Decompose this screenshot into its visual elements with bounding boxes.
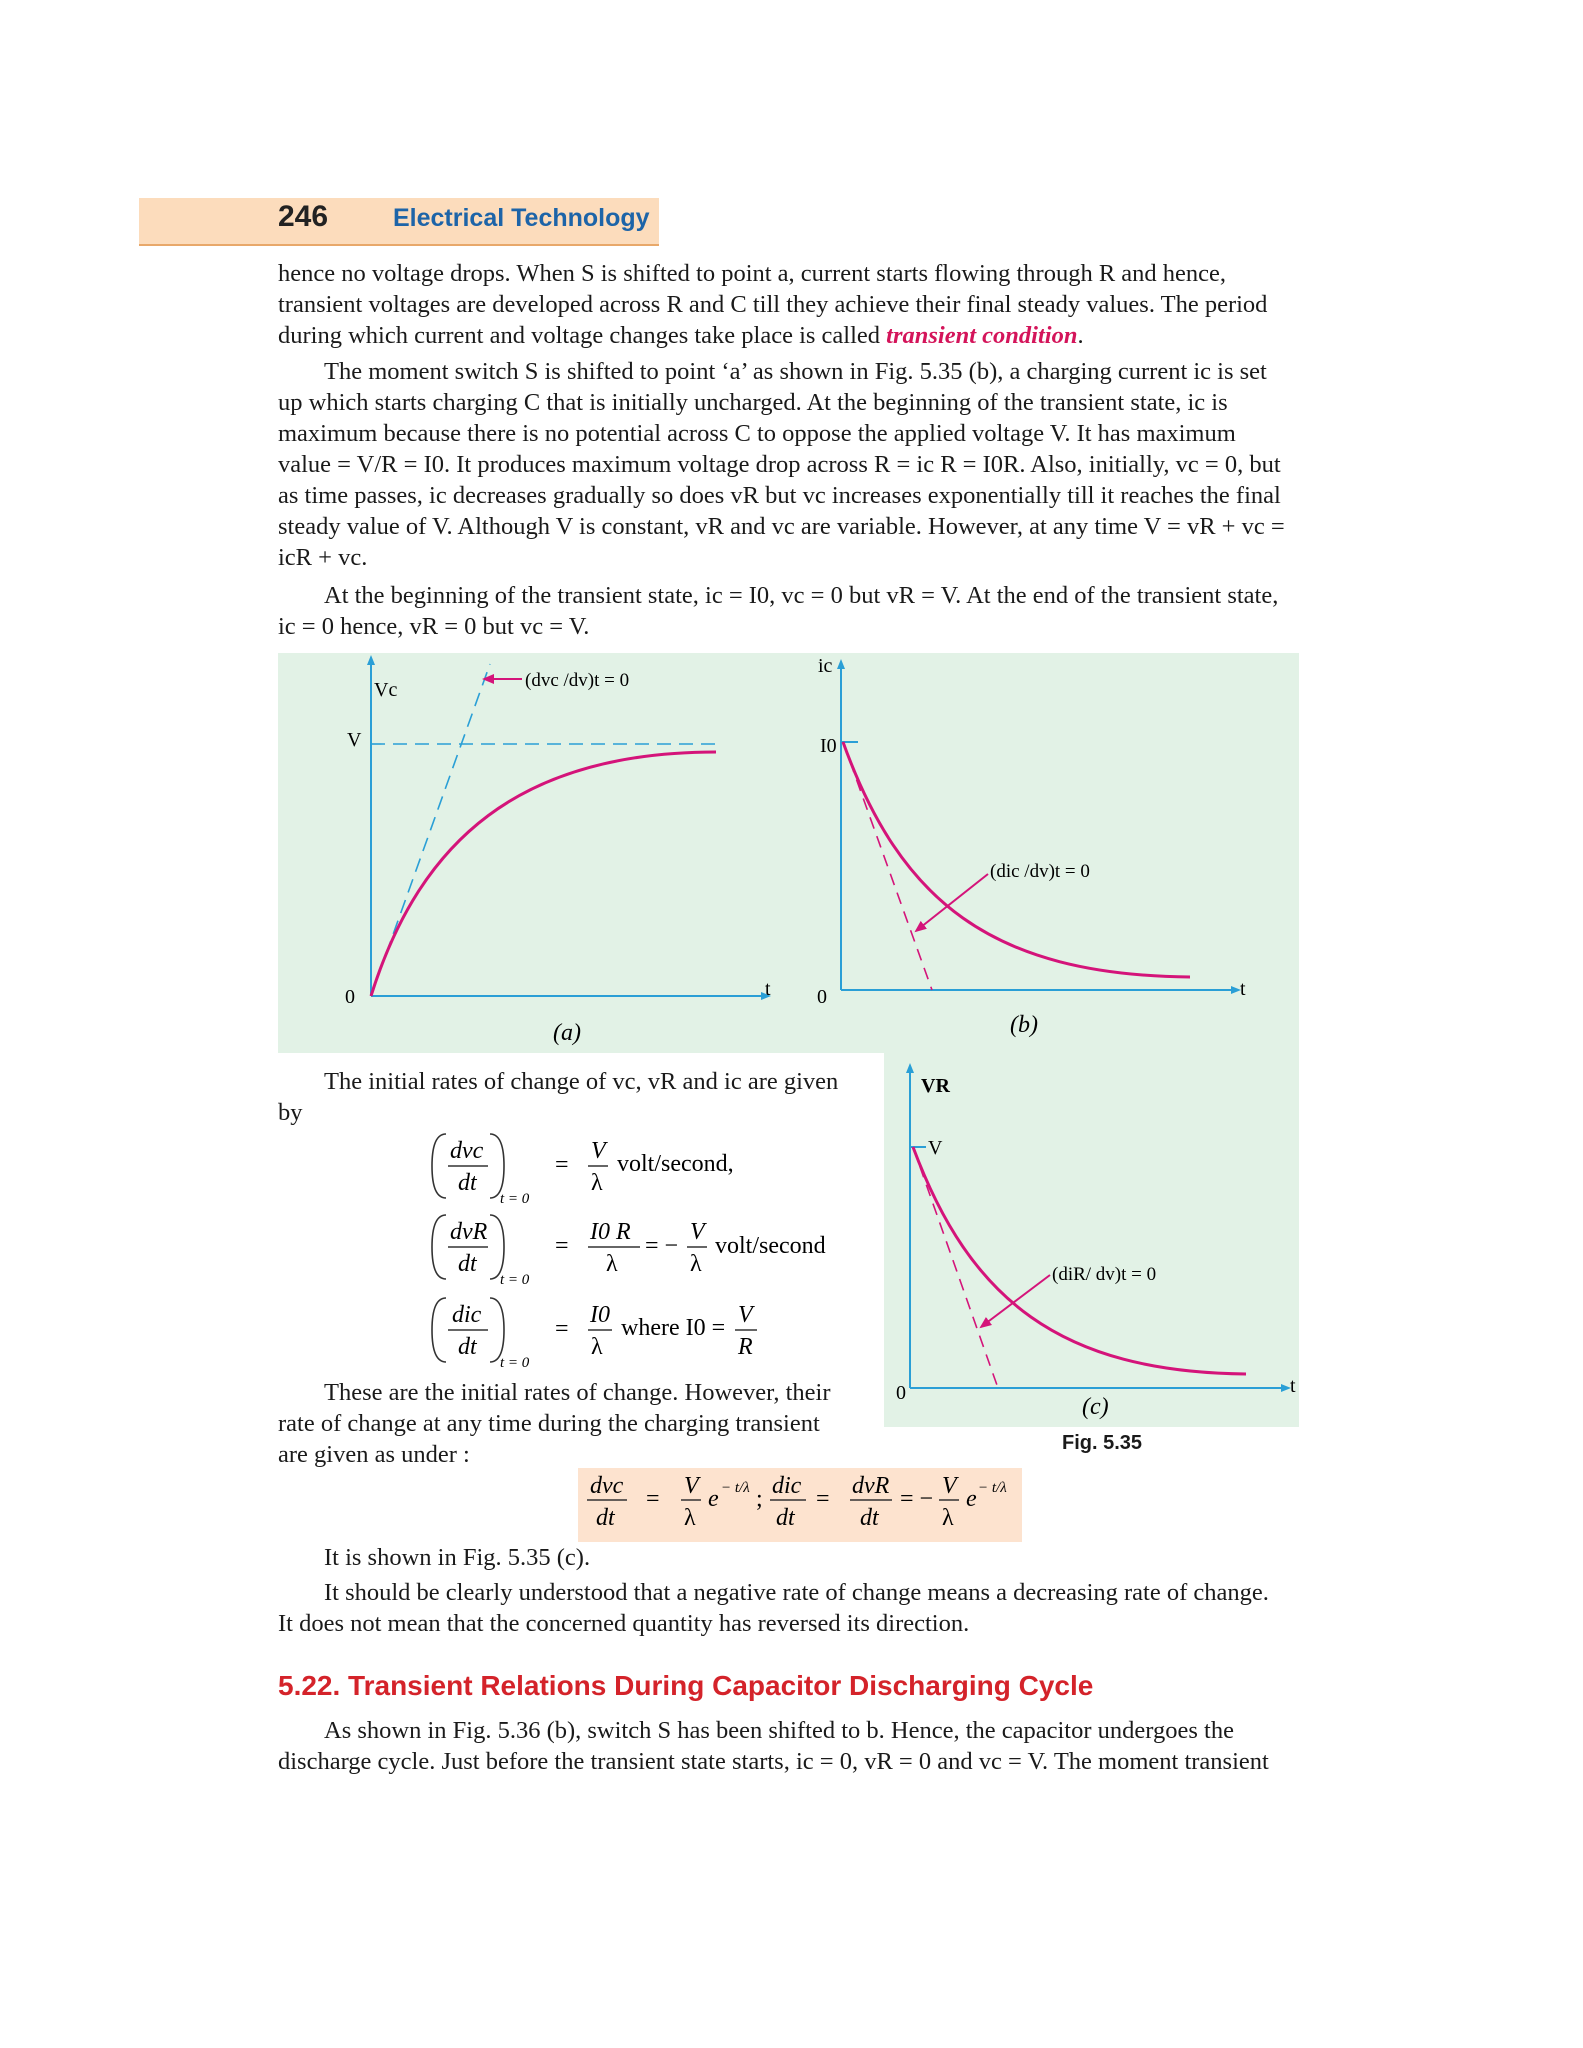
svg-text:=: = — [816, 1486, 830, 1512]
svg-text:=: = — [555, 1233, 569, 1259]
svg-text:λ: λ — [942, 1505, 954, 1531]
svg-text:e: e — [966, 1486, 977, 1512]
svg-text:V: V — [690, 1219, 705, 1245]
para4-line3: It does not mean that the concerned quantity has reversed its direction. — [278, 1610, 970, 1637]
svg-text:t = 0: t = 0 — [500, 1355, 530, 1371]
graph-a-slope-label: (dvc /dv)t = 0 — [525, 670, 630, 691]
svg-text:I0: I0 — [590, 1302, 610, 1328]
svg-text:volt/second,: volt/second, — [617, 1151, 734, 1177]
para5-line1: As shown in Fig. 5.36 (b), switch S has been shifted to b. Hence, the capacitor undergoes the — [324, 1717, 1234, 1744]
para4-line2: It should be clearly understood that a negative rate of change means a decreasing rate of change. — [324, 1579, 1269, 1606]
rates-after-line1: These are the initial rates of change. However, their — [324, 1379, 831, 1406]
svg-text:V: V — [684, 1473, 699, 1499]
svg-text:dvR: dvR — [450, 1219, 488, 1245]
book-title: Electrical Technology — [393, 204, 650, 232]
svg-text:V: V — [738, 1302, 753, 1328]
page-number: 246 — [278, 200, 329, 233]
para1-line3: during which current and voltage changes take place is called transient condition. — [278, 322, 1084, 349]
svg-text:=: = — [555, 1316, 569, 1342]
svg-text:dt: dt — [458, 1334, 477, 1360]
svg-text:R: R — [738, 1334, 753, 1360]
para3-line2: ic = 0 hence, vR = 0 but vc = V. — [278, 613, 590, 640]
para5-line2: discharge cycle. Just before the transient state starts, ic = 0, vR = 0 and vc = V. The moment transient — [278, 1748, 1269, 1775]
paragraph-4 — [278, 1542, 1298, 1639]
graph-c-t-label: t — [1290, 1375, 1296, 1397]
svg-text:λ: λ — [591, 1334, 603, 1360]
svg-text:V: V — [591, 1138, 606, 1164]
para2-line2: up which starts charging C that is initially uncharged. At the beginning of the transient state, ic is — [278, 389, 1228, 416]
para4-line1: It is shown in Fig. 5.35 (c). — [324, 1544, 591, 1571]
svg-text:dt: dt — [458, 1251, 477, 1277]
svg-text:− t/λ: − t/λ — [978, 1480, 1007, 1496]
svg-text:λ: λ — [591, 1170, 603, 1196]
graph-a-caption: (a) — [553, 1020, 581, 1046]
svg-text:dt: dt — [860, 1505, 879, 1531]
svg-text:− t/λ: − t/λ — [721, 1480, 750, 1496]
graph-b-slope-label: (dic /dv)t = 0 — [990, 861, 1090, 882]
svg-text:λ: λ — [690, 1251, 702, 1277]
figure-caption: Fig. 5.35 — [1062, 1432, 1143, 1454]
para2-line4: value = V/R = I0. It produces maximum voltage drop across R = ic R = I0R. Also, initially, vc = 0, but — [278, 451, 1281, 478]
rates-intro-line2: by — [278, 1099, 303, 1126]
graph-a-v-label: V — [347, 729, 362, 751]
graph-b-y-label: ic — [818, 655, 833, 677]
graph-c-v-label: V — [928, 1137, 943, 1159]
graph-b-zero: 0 — [817, 986, 827, 1008]
svg-text:dic: dic — [772, 1473, 802, 1499]
graph-c-caption: (c) — [1082, 1394, 1109, 1420]
paragraph-5 — [278, 1715, 1298, 1777]
svg-text:= −: = − — [645, 1233, 679, 1259]
svg-text:where I0 =: where I0 = — [621, 1315, 726, 1341]
para2-line5: as time passes, ic decreases gradually so does vR but vc increases exponentially till it reaches the final — [278, 482, 1281, 509]
svg-text:=: = — [555, 1152, 569, 1178]
svg-text:I0 R: I0 R — [590, 1219, 631, 1245]
rates-after-line3: are given as under : — [278, 1441, 470, 1468]
svg-text:= −: = − — [900, 1486, 934, 1512]
svg-text:volt/second: volt/second — [715, 1233, 826, 1259]
graph-a-t-label: t — [765, 978, 771, 1000]
para1-line2: transient voltages are developed across R and C till they achieve their final steady values. The period — [278, 291, 1268, 318]
para2-line7: icR + vc. — [278, 544, 368, 571]
graph-b-t-label: t — [1240, 978, 1246, 1000]
graph-a-y-label: Vc — [374, 679, 398, 701]
svg-text:dt: dt — [596, 1505, 615, 1531]
graph-c-y-label: VR — [921, 1075, 950, 1097]
para2-line3: maximum because there is no potential across C to oppose the applied voltage V. It has maximum — [278, 420, 1236, 447]
svg-text:t = 0: t = 0 — [500, 1191, 530, 1207]
svg-text:λ: λ — [684, 1505, 696, 1531]
svg-text:dt: dt — [458, 1170, 477, 1196]
svg-text:;: ; — [756, 1486, 763, 1512]
para2-line1: The moment switch S is shifted to point ‘a’ as shown in Fig. 5.35 (b), a charging current ic is set — [324, 358, 1267, 385]
svg-text:dvc: dvc — [590, 1473, 624, 1499]
svg-text:V: V — [942, 1473, 957, 1499]
highlight-term: transient condition — [886, 322, 1078, 349]
svg-text:t = 0: t = 0 — [500, 1272, 530, 1288]
graph-b-caption: (b) — [1010, 1012, 1038, 1038]
graph-b-i0-label: I0 — [820, 735, 837, 757]
rates-after-line2: rate of change at any time during the charging transient — [278, 1410, 820, 1437]
graph-c-slope-label: (diR/ dv)t = 0 — [1052, 1264, 1157, 1285]
svg-text:dt: dt — [776, 1505, 795, 1531]
graph-c-zero: 0 — [896, 1382, 906, 1404]
para2-line6: steady value of V. Although V is constant, vR and vc are variable. However, at any time V = vR + vc = — [278, 513, 1285, 540]
para1-line1: hence no voltage drops. When S is shifted to point a, current starts flowing through R and hence, — [278, 260, 1227, 287]
svg-text:λ: λ — [606, 1251, 618, 1277]
para3-line1: At the beginning of the transient state, ic = I0, vc = 0 but vR = V. At the end of the transient state, — [324, 582, 1279, 609]
rates-intro-line1: The initial rates of change of vc, vR and ic are given — [324, 1068, 839, 1095]
svg-text:dvc: dvc — [450, 1138, 484, 1164]
svg-text:=: = — [646, 1486, 660, 1512]
graph-a-zero: 0 — [345, 986, 355, 1008]
svg-text:e: e — [708, 1486, 719, 1512]
svg-text:dvR: dvR — [852, 1473, 890, 1499]
svg-text:dic: dic — [452, 1302, 482, 1328]
section-heading: 5.22. Transient Relations During Capacitor Discharging Cycle — [278, 1670, 1094, 1701]
